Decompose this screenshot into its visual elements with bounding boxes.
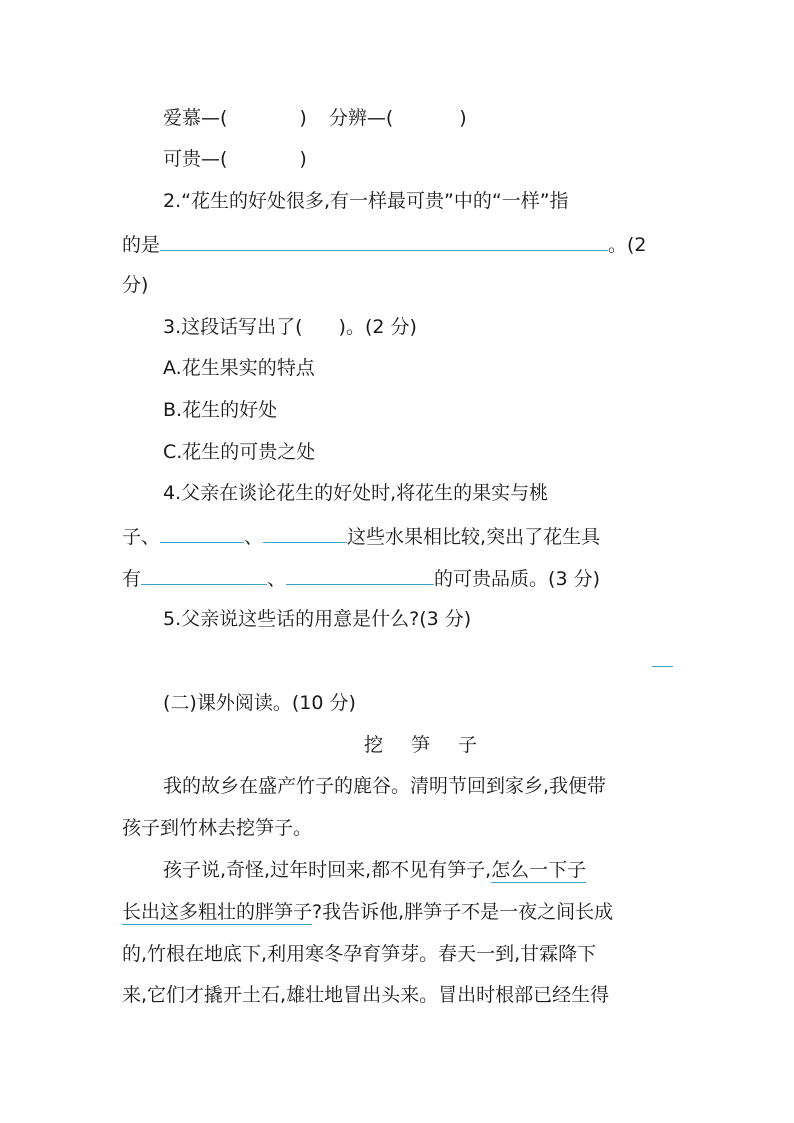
q4-line2-c: 这些水果相比较,突出了花生具 — [347, 526, 601, 548]
passage-p1-line2: 孩子到竹林去挖笋子。 — [122, 817, 313, 839]
q3-stem — [163, 314, 417, 340]
q4-line3-c: 的可贵品质。(3 分) — [434, 568, 600, 590]
q4-line2-a: 子、 — [122, 526, 161, 548]
q4-line3 — [122, 564, 600, 592]
q4-quality-blank-1[interactable] — [141, 564, 267, 585]
underlined-sentence-part1: 怎么一下子 — [491, 859, 587, 881]
passage-p1-line1: 我的故乡在盛产竹子的鹿谷。清明节回到家乡,我便带 — [163, 775, 607, 797]
q4-line3-b: 、 — [267, 568, 287, 590]
q1-item2-close: ) — [459, 107, 467, 129]
q4-fruit-blank-2[interactable] — [263, 522, 347, 543]
q1-item3: 可贵—( — [163, 148, 228, 170]
q2-prefix: 的是 — [122, 234, 161, 256]
q3-stem-close: )。(2 分) — [338, 316, 417, 338]
underlined-sentence-part2: 长出这多粗壮的胖笋子 — [122, 901, 313, 923]
q5-stem: 5.父亲说这些话的用意是什么?(3 分) — [163, 608, 472, 630]
title-char-1: 挖 — [364, 734, 384, 756]
title-char-3: 子 — [458, 734, 478, 756]
q3-stem-text: 3.这段话写出了( — [163, 316, 303, 338]
q1-item2: 分辨—( — [328, 107, 394, 129]
q1-item3-close: ) — [299, 148, 307, 170]
q4-line3-a: 有 — [122, 568, 142, 590]
q4-line2-b: 、 — [244, 526, 264, 548]
q3-option-c: C.花生的可贵之处 — [163, 441, 316, 463]
q1-row2 — [163, 146, 307, 172]
passage-p2-line1 — [163, 857, 586, 883]
passage-p2-line2 — [122, 899, 613, 925]
q2-suffix: 。(2 — [608, 234, 647, 256]
q5-answer-blank[interactable] — [652, 666, 673, 667]
section2-heading: (二)课外阅读。(10 分) — [163, 692, 356, 714]
q4-quality-blank-2[interactable] — [286, 564, 434, 585]
passage-p2-line2-b: ?我告诉他,胖笋子不是一夜之间长成 — [312, 901, 614, 923]
q2-answer-blank[interactable] — [160, 230, 608, 251]
q3-option-a: A.花生果实的特点 — [163, 357, 315, 379]
passage-p2-line3: 的,竹根在地底下,利用寒冬孕育笋芽。春天一到,甘霖降下 — [122, 943, 597, 965]
q2-line2 — [122, 230, 647, 258]
q3-option-b: B.花生的好处 — [163, 399, 278, 421]
title-char-2: 笋 — [411, 734, 431, 756]
q1-item1: 爱慕—( — [163, 107, 228, 129]
passage-p2-line1-a: 孩子说,奇怪,过年时回来,都不见有笋子, — [163, 859, 492, 881]
passage-p2-line4: 来,它们才撬开土石,雄壮地冒出头来。冒出时根部已经生得 — [122, 984, 610, 1006]
q4-line2 — [122, 522, 600, 550]
passage-title — [352, 732, 491, 758]
q4-line1: 4.父亲在谈论花生的好处时,将花生的果实与桃 — [163, 482, 549, 504]
q2-line3: 分) — [122, 274, 149, 296]
q2-line1: 2.“花生的好处很多,有一样最可贵”中的“一样”指 — [163, 190, 569, 212]
q1-item1-close: ) — [299, 107, 307, 129]
q1-row1 — [163, 105, 467, 131]
q4-fruit-blank-1[interactable] — [160, 522, 244, 543]
